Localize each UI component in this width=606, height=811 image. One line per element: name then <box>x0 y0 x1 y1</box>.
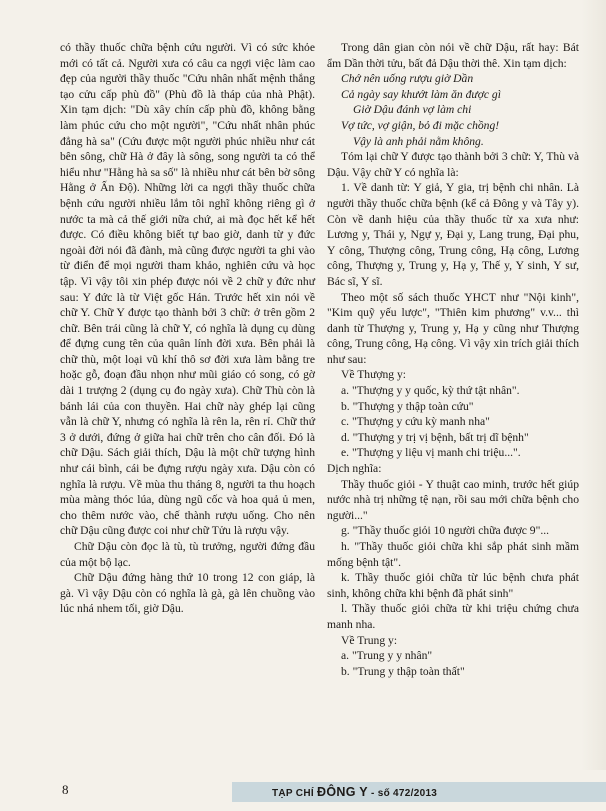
body-paragraph: Chữ Dậu đứng hàng thứ 10 trong 12 con giáp, là gà. Vì vậy Dậu còn có nghĩa là gà, gà lên chuồng vào lúc nhá nhem tối, giờ Dậu. <box>60 571 315 616</box>
body-paragraph: có thầy thuốc chữa bệnh cứu người. Vì có sức khỏe mới có tất cả. Người xưa có câu ca ngợi việc làm cao đẹp của người thầy thuốc "Cứu nhân nhất mệnh thắng tạo cửu cấp phù đồ" (Phù đồ là tháp của nhà Phật). Xin tạm dịch: "Dù xây chín cấp phù đồ, không bằng làm phúc cứu cho một người", "Cứu nhất nhân phúc đẳng hà sa" (Cứu được một người phúc nhiều như cát bên sông, chữ Hà ở đây là sông, song người ta có thể hiểu như "Hằng hà sa số" là nhiều như cát bên bờ sông Hằng ở Ấn Độ). Những lời ca ngợi thầy thuốc chữa bệnh cứu người nhiều lắm tôi nghĩ không riêng gì ở nước ta mà cả thế giới nữa chứ, ai mà đọc hết kể hết được. Có điều không biết tự bao giờ, danh từ y đức ngoài đời nói đã đành, mà cũng được người ta ghi vào từ điển để mọi người tham khảo, nghiên cứu và học tập. Vì vậy tôi xin phép được nói về 2 chữ y đức như sau: Y đức là từ Việt gốc Hán. Trước hết xin nói về chữ Y. Chữ Y được tạo thành bởi 3 chữ: ở trên gồm 2 chữ. Bên trái cũng là chữ Y, có nghĩa là dụng cụ dùng để đựng cung tên của quân lính đời xưa. Bên phải là chữ thù, một loại vũ khí thô sơ đời xưa làm bằng tre hoặc gỗ, đoạn đầu nhọn như mũi giáo có song, có gờ dài 1 trượng 2 (dụng cụ đo ngày xưa). Chữ Thù còn là bánh lái của con thuyền. Hai chữ này ghép lại cũng vẫn là chữ Y, nhưng có nghĩa là rên la, rên rỉ. Chữ thứ 3 ở dưới, đứng ở giữa hai chữ trên cho cân đối. Đó là chữ Dậu. Sách giải thích, Dậu là một chữ tượng hình như cái bình, cái be đựng rượu ngày xưa. Dậu còn có nghĩa là rượu. Về mùa thu tháng 8, người ta thu hoạch mùa màng thóc lúa, dùng ngũ cốc và hoa quả ủ men, cho thêm nước vào, chế thành rượu uống. Cho nên chữ Dậu cũng được coi như chữ Tửu là rượu vậy. <box>60 41 315 538</box>
translation-label: Dịch nghĩa: <box>327 462 382 476</box>
section-heading: Về Trung y: <box>341 633 398 647</box>
right-column <box>327 40 579 679</box>
list-item: d. "Thượng y trị vị bệnh, bất trị dĩ bệnh" <box>341 430 529 444</box>
list-item: c. "Thượng y cứu kỳ manh nha" <box>341 415 490 429</box>
journal-name: ĐÔNG Y <box>317 785 368 799</box>
poem-line: Giờ Dậu đánh vợ làm chi <box>353 103 472 117</box>
page-number: 8 <box>62 782 69 797</box>
journal-title <box>272 785 437 799</box>
list-item: a. "Trung y y nhân" <box>341 649 433 663</box>
poem-line: Cả ngày say khướt làm ăn được gì <box>341 87 501 101</box>
list-item: b. "Trung y thập toàn thất" <box>341 664 465 678</box>
poem <box>327 71 579 149</box>
section-heading: Về Thượng y: <box>341 368 407 382</box>
list-item: a. "Thượng y y quốc, kỳ thứ tật nhân". <box>341 384 520 398</box>
body-paragraph: Trong dân gian còn nói về chữ Dậu, rất hay: Bát ẩm Dần thời tửu, bất đả Dậu thời thê. Xin tạm dịch: <box>327 41 579 70</box>
list-item: g. "Thầy thuốc giỏi 10 người chữa được 9"... <box>341 524 550 538</box>
left-column <box>60 40 315 617</box>
poem-line: Vậy là anh phải nằm không. <box>353 134 484 148</box>
list-item: l. Thầy thuốc giỏi chữa từ khi triệu chứng chưa manh nha. <box>327 602 579 631</box>
list-item: b. "Thượng y thập toàn cứu" <box>341 399 474 413</box>
body-paragraph: 1. Về danh từ: Y giả, Y gia, trị bệnh chi nhân. Là người thầy thuốc chữa bệnh (kể cả Đông y và Tây y). Còn về danh hiệu của thầy thuốc từ xa xưa như: Lương y, Thái y, Ngự y, Đại y, Lang trung, Đại phu, Y công, Thượng công, Trung công, Hạ công, Lương công, Thượng y, Trung y, Hạ y, Thế y, Y sinh, Y sư, Bác sĩ, Y sĩ. <box>327 181 579 288</box>
poem-line: Chớ nên uống rượu giờ Dần <box>341 72 474 86</box>
list-item: e. "Thượng y liệu vị manh chi triệu...". <box>341 446 521 460</box>
journal-issue: - số 472/2013 <box>371 788 438 799</box>
page-footer <box>0 782 606 811</box>
page-edge-shadow <box>581 0 606 770</box>
journal-prefix: TẠP CHÍ <box>272 788 314 799</box>
body-paragraph: Tóm lại chữ Y được tạo thành bởi 3 chữ: Y, Thù và Dậu. Vậy chữ Y có nghĩa là: <box>327 150 579 179</box>
poem-line: Vợ tức, vợ giận, bỏ đi mặc chồng! <box>341 118 500 132</box>
list-item: k. Thầy thuốc giỏi chữa từ lúc bệnh chưa phát sinh, không chữa khi bệnh đã phát sinh" <box>327 571 579 600</box>
body-paragraph: Theo một số sách thuốc YHCT như "Nội kinh", "Kim quỹ yếu lược", "Thiên kim phương" v.v... thì danh từ Thượng y, Trung y, Hạ y cũng như Thượng công, Trung công, Hạ công. Vì vậy xin trích giải thích như sau: <box>327 290 579 366</box>
list-item: h. "Thầy thuốc giỏi chữa khi sắp phát sinh mầm mống bệnh tật". <box>327 540 579 569</box>
body-paragraph: Thầy thuốc giỏi - Y thuật cao minh, trước hết giúp nước nhà trị những tệ nạn, rồi sau mới chữa bệnh cho người..." <box>327 477 579 522</box>
body-paragraph: Chữ Dậu còn đọc là tù, tù trưởng, người đứng đầu của một bộ lạc. <box>60 540 315 569</box>
